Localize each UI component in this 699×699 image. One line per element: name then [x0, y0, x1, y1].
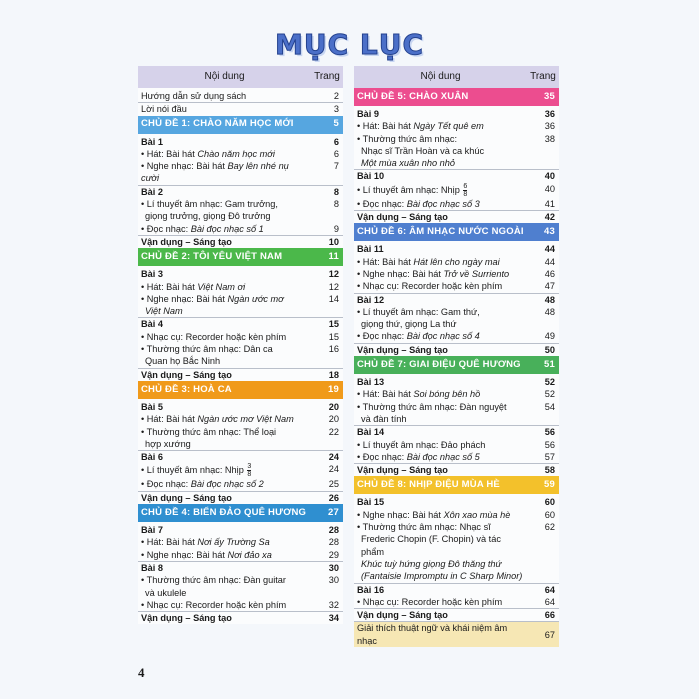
topic-banner-4[interactable] [138, 504, 343, 522]
toc-entry-page: 44 [544, 256, 555, 267]
toc-row[interactable] [138, 463, 343, 478]
toc-row[interactable] [138, 549, 343, 562]
lesson-page: 48 [526, 293, 559, 306]
lesson-row[interactable] [138, 134, 343, 148]
lesson-row[interactable] [354, 241, 559, 255]
lesson-title: Bài 16 [354, 583, 526, 596]
lesson-page: 6 [333, 136, 339, 147]
toc-entry-text: • Nghe nhạc: Bài hát Bay lên nhé nụ cười [141, 161, 289, 184]
lesson-page: 15 [310, 318, 343, 331]
lesson-title: Bài 5 [141, 401, 163, 412]
toc-entry-text: • Nghe nhạc: Bài hát Ngàn ước mơ [141, 293, 284, 304]
toc-entry-page: 34 [310, 612, 343, 625]
topic-banner-1[interactable] [138, 116, 343, 134]
toc-entry-page: 16 [328, 344, 339, 355]
topic-page: 35 [544, 90, 555, 102]
header-content-label: Nội dung [354, 66, 526, 88]
lesson-page: 20 [328, 401, 339, 412]
topic-banner-5[interactable] [354, 88, 559, 106]
toc-row[interactable] [138, 148, 343, 160]
toc-entry-page: 15 [328, 331, 339, 342]
toc-entry-page: 9 [333, 223, 339, 234]
topic-title: CHỦ ĐỀ 5: CHÀO XUÂN [357, 90, 469, 102]
lesson-row[interactable] [138, 318, 343, 331]
topic-page: 5 [333, 118, 339, 130]
lesson-page: 28 [328, 525, 339, 536]
practice-row[interactable] [138, 491, 343, 504]
toc-entry-text: • Lí thuyết âm nhạc: Đảo phách [357, 439, 486, 450]
practice-row[interactable] [138, 612, 343, 625]
toc-row[interactable] [354, 280, 559, 293]
toc-row[interactable] [138, 343, 343, 355]
toc-entry-text: • Đọc nhạc: Bài đọc nhạc số 1 [141, 223, 264, 234]
toc-entry-text: Lời nói đầu [138, 103, 310, 116]
toc-entry-page: 41 [544, 198, 555, 209]
lesson-title: Bài 4 [138, 318, 310, 331]
toc-row[interactable] [138, 88, 343, 103]
toc-entry-text: (Fantaisie Impromptu in C Sharp Minor) [361, 571, 523, 582]
time-signature: $\frac{3}{8}$ [247, 463, 252, 479]
toc-row[interactable] [138, 293, 343, 305]
topic-page: 19 [328, 383, 339, 395]
toc-entry-page: 20 [328, 414, 339, 425]
header-page-label: Trang [310, 66, 343, 88]
topic-title: CHỦ ĐỀ 4: BIỂN ĐẢO QUÊ HƯƠNG [141, 506, 307, 518]
lesson-row[interactable] [138, 522, 343, 536]
toc-row[interactable] [354, 306, 559, 318]
lesson-page: 30 [310, 561, 343, 574]
toc-entry-text: • Hát: Bài hát Hát lên cho ngày mai [357, 256, 500, 267]
toc-entry-page: 49 [544, 331, 555, 342]
lesson-page: 64 [526, 583, 559, 596]
toc-entry-page: 57 [544, 451, 555, 462]
toc-entry-page: 2 [333, 91, 339, 101]
toc-entry-page: 66 [526, 609, 559, 622]
toc-entry-page: 50 [526, 343, 559, 356]
toc-entry-page: 52 [544, 389, 555, 400]
topic-banner-7[interactable] [354, 356, 559, 374]
toc-entry-text: Vận dụng – Sáng tạo [354, 343, 526, 356]
topic-page: 27 [328, 506, 339, 518]
toc-entry-text: • Nhạc cụ: Recorder hoặc kèn phím [141, 331, 287, 342]
toc-table-left [138, 66, 343, 624]
lesson-title: Bài 6 [138, 451, 310, 464]
toc-entry-text: • Hát: Bài hát Nơi ấy Trường Sa [141, 537, 270, 548]
lesson-title: Bài 8 [138, 561, 310, 574]
toc-row[interactable] [354, 330, 559, 343]
toc-entry-text: • Thường thức âm nhạc: Thể loại [141, 426, 277, 437]
lesson-title: Bài 3 [141, 269, 163, 280]
toc-row-continued [354, 145, 559, 157]
toc-entry-text: • Thường thức âm nhạc: Đàn nguyệt [357, 401, 507, 412]
toc-row-continued [354, 413, 559, 426]
toc-entry-page: 67 [526, 622, 559, 647]
lesson-page: 56 [526, 426, 559, 439]
topic-page: 43 [544, 226, 555, 238]
toc-row[interactable] [138, 426, 343, 438]
toc-row[interactable] [138, 536, 343, 548]
topic-banner-6[interactable] [354, 223, 559, 241]
toc-entry-text: • Thường thức âm nhạc: [357, 133, 458, 144]
toc-row-continued [354, 318, 559, 330]
toc-row[interactable] [354, 439, 559, 451]
practice-row[interactable] [138, 235, 343, 248]
topic-title: CHỦ ĐỀ 3: HOÀ CA [141, 383, 232, 395]
toc-header [354, 66, 559, 88]
lesson-row[interactable] [354, 583, 559, 596]
lesson-row[interactable] [138, 266, 343, 280]
practice-row[interactable] [354, 343, 559, 356]
toc-entry-page: 64 [544, 596, 555, 607]
toc-entry-page: 18 [310, 368, 343, 381]
toc-entry-text: • Đọc nhạc: Bài đọc nhạc số 2 [141, 479, 264, 490]
toc-row-continued [354, 533, 559, 558]
time-signature: $\frac{6}{8}$ [463, 182, 468, 198]
toc-entry-page: 48 [544, 306, 555, 317]
toc-row-continued [354, 157, 559, 170]
lesson-title: Bài 10 [354, 170, 526, 183]
lesson-title: Bài 1 [141, 136, 163, 147]
toc-entry-text: giọng thứ, giọng La thứ [361, 319, 457, 330]
toc-entry-text: • Nghe nhạc: Bài hát Nơi đảo xa [141, 549, 272, 560]
toc-row[interactable] [138, 160, 343, 185]
lesson-title: Bài 2 [138, 185, 310, 198]
toc-row[interactable] [138, 599, 343, 612]
toc-row[interactable] [138, 574, 343, 586]
toc-row-continued [354, 570, 559, 583]
topic-title: CHỦ ĐỀ 1: CHÀO NĂM HỌC MỚI [141, 118, 294, 130]
toc-entry-text: • Nhạc cụ: Recorder hoặc kèn phím [357, 596, 503, 607]
toc-entry-text: Vận dụng – Sáng tạo [138, 368, 310, 381]
lesson-title: Bài 13 [357, 377, 385, 388]
page-number: 4 [138, 665, 145, 680]
toc-entry-text: Một mùa xuân nho nhỏ [361, 158, 455, 169]
toc-entry-text: • Lí thuyết âm nhạc: Nhịp $\frac{3}{8}$ [141, 463, 252, 479]
topic-banner-8[interactable] [354, 476, 559, 494]
lesson-row[interactable] [138, 451, 343, 464]
toc-entry-text: • Đọc nhạc: Bài đọc nhạc số 3 [357, 198, 480, 209]
toc-entry-text: và đàn tính [361, 413, 407, 424]
toc-entry-page: 26 [310, 491, 343, 504]
lesson-page: 36 [544, 109, 555, 119]
toc-entry-text: Việt Nam [145, 306, 183, 317]
toc-row[interactable] [138, 223, 343, 236]
lesson-page: 40 [526, 170, 559, 183]
lesson-page: 52 [544, 377, 555, 388]
toc-entry-text: Nhạc sĩ Trần Hoàn và ca khúc [361, 145, 485, 156]
toc-entry-text: Frederic Chopin (F. Chopin) và tác phẩm [361, 534, 501, 557]
toc-entry-text: • Nghe nhạc: Bài hát Xôn xao mùa hè [357, 509, 511, 520]
topic-page: 51 [544, 358, 555, 370]
toc-entry-page: 58 [526, 464, 559, 477]
toc-row[interactable] [354, 256, 559, 268]
topic-title: CHỦ ĐỀ 8: NHỊP ĐIỆU MÙA HÈ [357, 479, 500, 491]
toc-entry-text: Vận dụng – Sáng tạo [138, 491, 310, 504]
lesson-page: 44 [544, 244, 555, 255]
toc-row[interactable] [138, 413, 343, 425]
toc-row[interactable] [354, 268, 559, 280]
toc-entry-text: • Lí thuyết âm nhạc: Nhịp $\frac{6}{8}$ [357, 182, 468, 198]
toc-header [138, 66, 343, 88]
toc-entry-text: Khúc tuỳ hứng giọng Đô thăng thứ [361, 558, 502, 569]
toc-entry-page: 29 [328, 549, 339, 560]
toc-row[interactable] [138, 478, 343, 491]
toc-entry-page: 60 [544, 509, 555, 520]
toc-entry-text: • Đọc nhạc: Bài đọc nhạc số 4 [357, 331, 480, 342]
toc-entry-page: 12 [328, 281, 339, 292]
toc-entry-text: • Thường thức âm nhạc: Nhạc sĩ [357, 522, 491, 533]
toc-row[interactable] [354, 388, 559, 400]
toc-entry-page: 6 [333, 148, 339, 159]
header-content-label: Nội dung [138, 66, 310, 88]
toc-entry-page: 62 [544, 522, 555, 533]
lesson-row[interactable] [354, 170, 559, 183]
toc-entry-text: Quan họ Bắc Ninh [145, 356, 221, 367]
toc-entry-text: Hướng dẫn sử dụng sách [141, 91, 247, 101]
toc-entry-page: 30 [328, 575, 339, 586]
toc-entry-page: 3 [310, 103, 343, 116]
lesson-title: Bài 7 [141, 525, 163, 536]
toc-row[interactable] [354, 401, 559, 413]
toc-row[interactable] [354, 509, 559, 521]
toc-entry-text: • Đọc nhạc: Bài đọc nhạc số 5 [357, 451, 480, 462]
toc-entry-page: 10 [310, 235, 343, 248]
toc-entry-page: 54 [544, 401, 555, 412]
practice-row[interactable] [354, 211, 559, 224]
practice-row[interactable] [354, 464, 559, 477]
lesson-page: 12 [328, 269, 339, 280]
toc-entry-page: 56 [544, 439, 555, 450]
toc-entry-text: Giải thích thuật ngữ và khái niệm âm nhạc [354, 622, 526, 647]
toc-entry-text: Vận dụng – Sáng tạo [354, 211, 526, 224]
toc-entry-page: 22 [328, 426, 339, 437]
topic-title: CHỦ ĐỀ 7: GIAI ĐIỆU QUÊ HƯƠNG [357, 358, 521, 370]
practice-row[interactable] [354, 609, 559, 622]
toc-entry-text: Vận dụng – Sáng tạo [354, 464, 526, 477]
lesson-page: 8 [310, 185, 343, 198]
toc-entry-page: 42 [526, 211, 559, 224]
page-title: MỤC LỤC [274, 28, 425, 61]
toc-entry-text: • Hát: Bài hát Ngày Tết quê em [357, 121, 484, 132]
toc-entry-text: • Thường thức âm nhạc: Đàn guitar [141, 575, 286, 586]
toc-entry-page: 14 [328, 293, 339, 304]
topic-banner-3[interactable] [138, 381, 343, 399]
toc-row-continued [138, 305, 343, 318]
toc-entry-text: và ukulele [145, 587, 187, 598]
lesson-row[interactable] [354, 293, 559, 306]
toc-row[interactable] [138, 281, 343, 293]
toc-row[interactable] [354, 183, 559, 198]
toc-entry-text: Vận dụng – Sáng tạo [138, 612, 310, 625]
lesson-row[interactable] [354, 106, 559, 120]
lesson-row[interactable] [138, 185, 343, 198]
practice-row[interactable] [138, 368, 343, 381]
lesson-row[interactable] [354, 374, 559, 388]
toc-column-right [354, 66, 559, 647]
header-page-label: Trang [526, 66, 559, 88]
topic-page: 59 [544, 479, 555, 491]
toc-entry-text: Vận dụng – Sáng tạo [354, 609, 526, 622]
toc-entry-text: hợp xướng [145, 438, 191, 449]
toc-row-continued [138, 587, 343, 599]
toc-row[interactable] [354, 120, 559, 132]
topic-title: CHỦ ĐỀ 6: ÂM NHẠC NƯỚC NGOÀI [357, 226, 524, 238]
toc-row[interactable] [138, 103, 343, 116]
toc-entry-text: • Hát: Bài hát Soi bóng bên hồ [357, 389, 481, 400]
lesson-row[interactable] [354, 494, 559, 508]
toc-entry-text: • Lí thuyết âm nhạc: Gam trưởng, [141, 199, 278, 210]
toc-entry-page: 25 [328, 479, 339, 490]
toc-entry-page: 40 [544, 183, 555, 194]
topic-page: 11 [328, 251, 339, 263]
toc-row[interactable] [354, 133, 559, 145]
toc-row[interactable] [354, 198, 559, 211]
lesson-page: 24 [310, 451, 343, 464]
toc-entry-page: 38 [544, 133, 555, 144]
toc-entry-text: • Hát: Bài hát Việt Nam ơi [141, 281, 246, 292]
lesson-page: 60 [544, 497, 555, 508]
topic-banner-2[interactable] [138, 248, 343, 266]
toc-entry-page: 47 [544, 281, 555, 292]
lesson-title: Bài 14 [354, 426, 526, 439]
toc-row-continued [138, 438, 343, 451]
lesson-title: Bài 12 [354, 293, 526, 306]
toc-entry-text: Vận dụng – Sáng tạo [138, 235, 310, 248]
lesson-row[interactable] [354, 426, 559, 439]
toc-column-left [138, 66, 343, 624]
toc-row-continued [354, 558, 559, 570]
toc-entry-page: 7 [333, 161, 339, 172]
toc-entry-page: 32 [328, 599, 339, 610]
toc-row[interactable] [354, 521, 559, 533]
toc-entry-text: • Nghe nhạc: Bài hát Trở về Surriento [357, 268, 510, 279]
toc-entry-text: • Thường thức âm nhạc: Dân ca [141, 344, 273, 355]
toc-entry-page: 28 [328, 537, 339, 548]
lesson-title: Bài 11 [357, 244, 384, 255]
toc-row-continued [138, 355, 343, 368]
toc-entry-text: • Nhạc cụ: Recorder hoặc kèn phím [357, 281, 503, 292]
topic-title: CHỦ ĐỀ 2: TÔI YÊU VIỆT NAM [141, 251, 283, 263]
toc-entry-page: 24 [328, 464, 339, 475]
toc-entry-page: 36 [544, 121, 555, 132]
toc-entry-page: 46 [544, 268, 555, 279]
toc-entry-text: • Nhạc cụ: Recorder hoặc kèn phím [141, 599, 287, 610]
toc-entry-text: • Hát: Bài hát Ngàn ước mơ Việt Nam [141, 414, 294, 425]
toc-entry-text: • Lí thuyết âm nhạc: Gam thứ, [357, 306, 480, 317]
lesson-title: Bài 15 [357, 497, 385, 508]
lesson-row[interactable] [138, 399, 343, 413]
toc-row[interactable] [138, 198, 343, 210]
toc-row[interactable] [138, 331, 343, 343]
lesson-row[interactable] [138, 561, 343, 574]
toc-entry-text: • Hát: Bài hát Chào năm học mới [141, 148, 275, 159]
toc-row[interactable] [354, 596, 559, 609]
toc-row-continued [138, 210, 343, 222]
toc-row[interactable] [354, 451, 559, 464]
glossary-row[interactable] [354, 622, 559, 647]
lesson-title: Bài 9 [357, 109, 379, 119]
toc-table-right [354, 66, 559, 647]
toc-entry-page: 8 [333, 199, 339, 210]
toc-entry-text: giọng trưởng, giọng Đô trưởng [145, 211, 271, 222]
